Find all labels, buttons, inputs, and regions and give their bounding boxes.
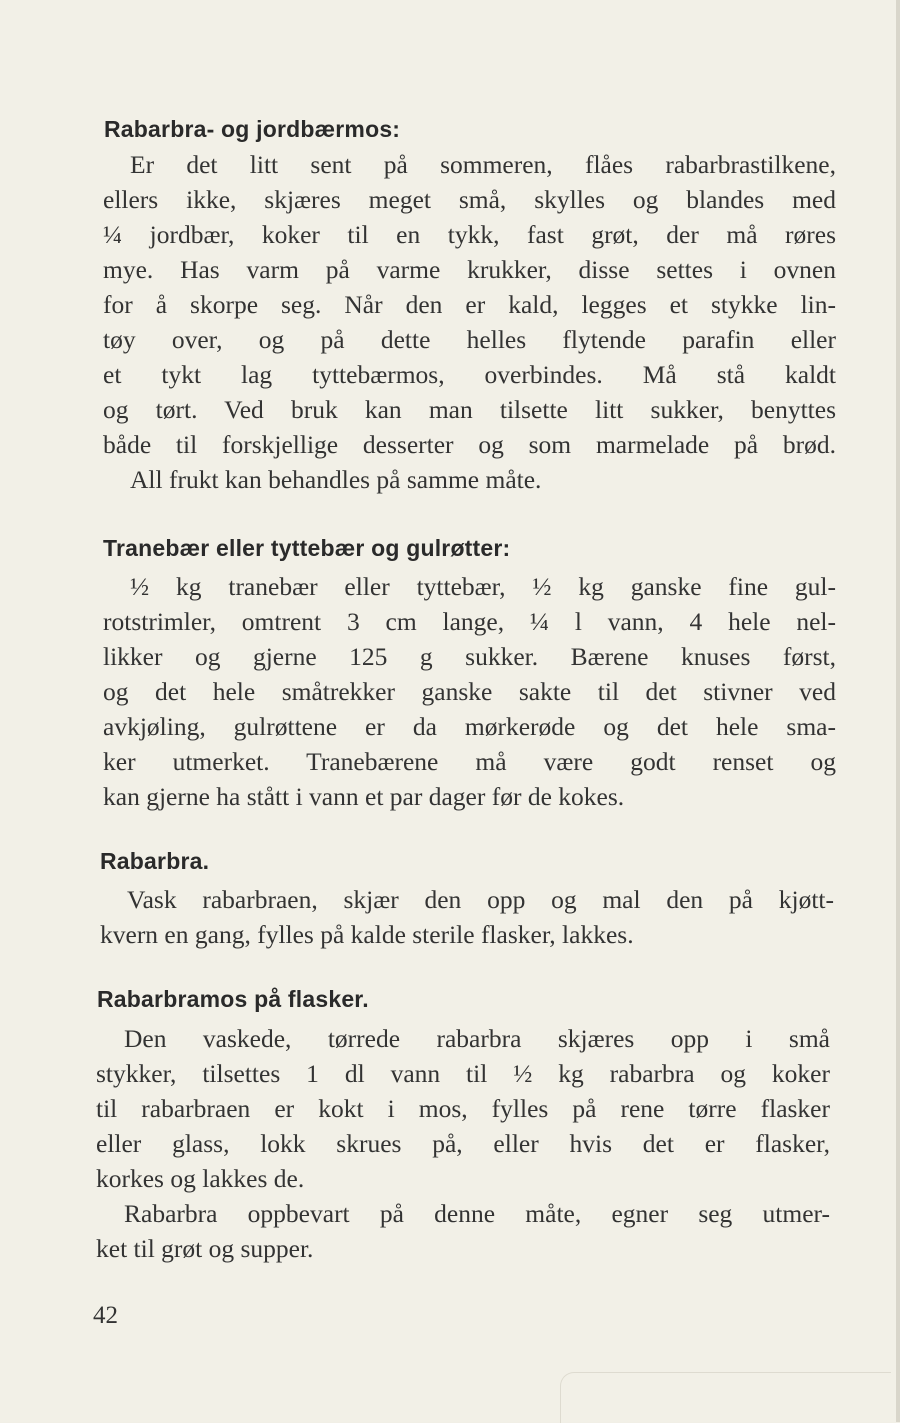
text-line: Vask rabarbraen, skjær den opp og mal den på kjøtt- <box>127 885 834 914</box>
text-line: korkes og lakkes de. <box>96 1164 305 1193</box>
text-line: kan gjerne ha stått i vann et par dager før de kokes. <box>103 782 625 811</box>
text-line: til rabarbraen er kokt i mos, fylles på rene tørre flasker <box>96 1094 830 1123</box>
text-line: Er det litt sent på sommeren, flåes rabarbrastilkene, <box>130 150 836 179</box>
text-line: All frukt kan behandles på samme måte. <box>130 465 542 494</box>
recipe-heading-tranebaer-gulrotter: Tranebær eller tyttebær og gulrøtter: <box>103 535 511 561</box>
text-line: likker og gjerne 125 g sukker. Bærene knuses først, <box>103 642 836 671</box>
text-line: Rabarbra oppbevart på denne måte, egner seg utmer- <box>124 1199 830 1228</box>
text-line: kvern en gang, fylles på kalde sterile flasker, lakkes. <box>100 920 634 949</box>
text-line: eller glass, lokk skrues på, eller hvis det er flasker, <box>96 1129 830 1158</box>
text-line: ½ kg tranebær eller tyttebær, ½ kg ganske fine gul- <box>130 572 836 601</box>
page-number: 42 <box>93 1302 118 1329</box>
text-line: stykker, tilsettes 1 dl vann til ½ kg rabarbra og koker <box>96 1059 830 1088</box>
text-line: og det hele småtrekker ganske sakte til det stivner ved <box>103 677 836 706</box>
text-line: et tykt lag tyttebærmos, overbindes. Må stå kaldt <box>103 360 836 389</box>
page-fold-mark <box>560 1372 891 1423</box>
text-line: ¼ jordbær, koker til en tykk, fast grøt, der må røres <box>103 220 836 249</box>
text-line: for å skorpe seg. Når den er kald, legges et stykke lin- <box>103 290 836 319</box>
text-line: Den vaskede, tørrede rabarbra skjæres opp i små <box>124 1024 830 1053</box>
recipe-heading-rabarbra: Rabarbra. <box>100 848 210 874</box>
text-line: avkjøling, gulrøttene er da mørkerøde og det hele sma- <box>103 712 836 741</box>
text-line: tøy over, og på dette helles flytende parafin eller <box>103 325 836 354</box>
text-line: og tørt. Ved bruk kan man tilsette litt sukker, benyttes <box>103 395 836 424</box>
recipe-heading-rabarbramos-flasker: Rabarbramos på flasker. <box>97 986 369 1012</box>
text-line: rotstrimler, omtrent 3 cm lange, ¼ l vann, 4 hele nel- <box>103 607 836 636</box>
recipe-heading-rabarbra-jordbaermos: Rabarbra- og jordbærmos: <box>104 116 401 142</box>
text-line: ket til grøt og supper. <box>96 1234 314 1263</box>
text-line: ellers ikke, skjæres meget små, skylles og blandes med <box>103 185 836 214</box>
text-line: både til forskjellige desserter og som marmelade på brød. <box>103 430 836 459</box>
page-edge <box>896 0 900 1422</box>
text-line: ker utmerket. Tranebærene må være godt renset og <box>103 747 836 776</box>
text-line: mye. Has varm på varme krukker, disse settes i ovnen <box>103 255 836 284</box>
